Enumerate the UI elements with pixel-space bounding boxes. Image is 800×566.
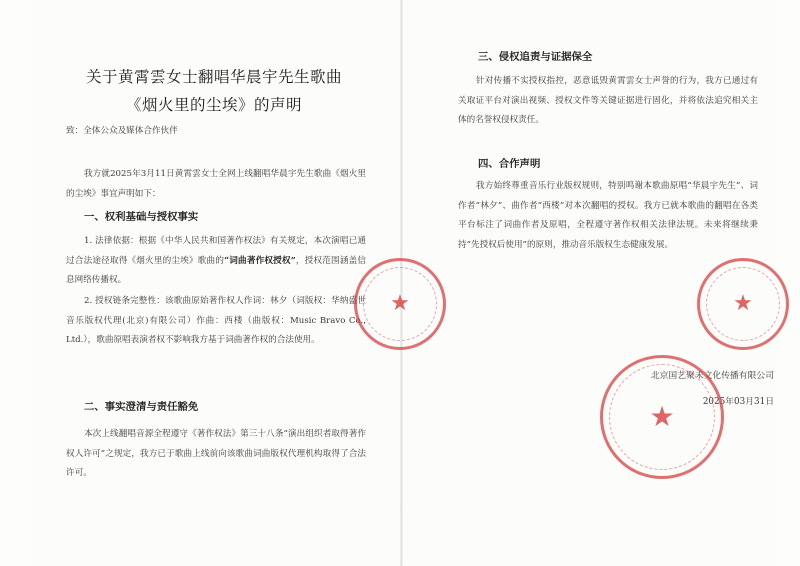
red-seal-right-edge (697, 258, 789, 350)
addressee: 致：全体公众及媒体合作伙伴 (66, 126, 178, 136)
section-4-paragraph-1: 我方始终尊重音乐行业版权规则，特别鸣谢本歌曲原唱“华晨宇先生”、词作者“林夕”、曲作者“西楼”对本次翻唱的授权。我方已就本歌曲的翻唱在各类平台标注了词曲作者及原唱，全程遵守著作权相关法律法规。未来将继续秉持“先授权后使用”的原则，推动音乐版权生态健康发展。 (458, 181, 758, 250)
section-3-heading: 三、侵权追责与证据保全 (478, 51, 593, 63)
section-2-paragraph-1: 本次上线翻唱音源全程遵守《著作权法》第三十八条“演出组织者取得著作权人许可”之规定，我方已于歌曲上线前向该歌曲词曲版权代理机构取得了合法许可。 (66, 429, 366, 479)
s1-p1-bold-text: “词曲著作权授权” (224, 255, 296, 266)
seal-star-icon: ★ (390, 291, 410, 316)
section-3-paragraph-1: 针对传播不实授权指控，恶意诋毁黄霄雲女士声誉的行为，我方已通过有关取证平台对演出视频、授权文件等关键证据进行固化，并将依法追究相关主体的名誉权侵权责任。 (458, 76, 758, 126)
section-1-paragraph-2: 2. 授权链条完整性：该歌曲原始著作权人作词：林夕（词版权：华纳盛世音乐版权代理(北京)有限公司）作曲：西楼（曲版权：Music Bravo Co., Ltd.），歌曲原唱表演者权不影响我方基于词曲著作权的合法使用。 (66, 296, 366, 346)
s1-p1-text: 1. 法律依据：根据《中华人民共和国著作权法》有关规定，本次演唱已通过合法途径取得《烟火里的尘埃》歌曲的 (66, 236, 366, 266)
intro-paragraph: 我方就2025年3月11日黄霄雲女士全网上线翻唱华晨宇先生歌曲《烟火里的尘埃》事宜声明如下： (66, 169, 366, 199)
s1-p1-tail: ，授权范围涵盖信息网络传播权。 (66, 255, 366, 286)
section-1-heading: 一、权利基础与授权事实 (84, 211, 199, 223)
left-page (30, 0, 398, 566)
section-2-heading: 二、事实澄清与责任豁免 (84, 401, 199, 413)
document-title-line-1: 关于黄霄雲女士翻唱华晨宇先生歌曲 (85, 68, 342, 86)
section-4-heading: 四、合作声明 (478, 158, 541, 170)
signature-date: 2025年03月31日 (702, 397, 774, 407)
section-1-paragraph-1 (66, 232, 366, 291)
seal-star-icon: ★ (733, 291, 753, 316)
red-company-seal (600, 355, 724, 479)
signature-organization: 北京国艺聚未文化传播有限公司 (650, 371, 774, 381)
document-title-line-2: 《烟火里的尘埃》的声明 (125, 96, 302, 114)
seal-star-icon: ★ (649, 400, 675, 433)
red-seal-left-half (354, 258, 446, 350)
